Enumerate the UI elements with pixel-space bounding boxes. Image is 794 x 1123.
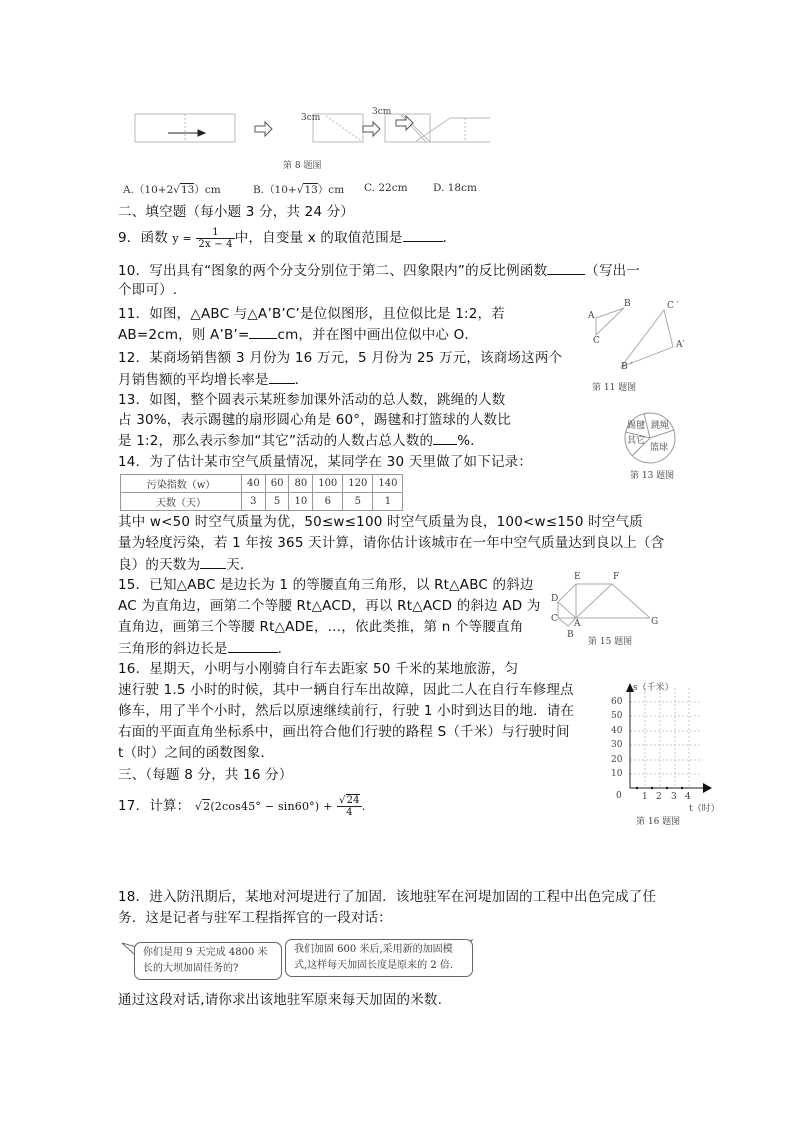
answer-blank [433,431,457,445]
pollution-table [120,474,403,511]
label-3cm: 3cm [372,107,392,117]
option-c: C. 22cm [364,182,408,194]
question-18-line1: 18．进入防汛期后，某地对河堤进行了加固．该地驻军在河堤加固的工程中出色完成了任 [118,889,657,905]
question-14-line2: 量为轻度污染，若 1 年按 365 天计算，请你估计该城市在一年中空气质量达到良以上（含 [118,535,665,551]
speech-bubble-reporter: 你们是用 9 天完成 4800 米 长的大坝加固任务的? [134,942,282,980]
question-16-line3: 修车，用了半个小时，然后以原速继续前行，行驶 1 小时到达目的地．请在 [118,703,575,719]
question-13-line3: 是 1:2，那么表示参加“其它”活动的人数占总人数的 %． [118,433,484,449]
figure-8-diagram [130,104,490,154]
answer-blank [403,228,443,242]
question-17: 17．计算： √2(2cos45° − sin60°) + $\frac{√24}{4}$ . [118,794,366,818]
section-2-heading: 二、填空题（每小题 3 分，共 24 分） [118,204,355,220]
question-16-line4: 右面的平面直角坐标系中，画出符合他们行驶的路程 S（千米）与行驶时间 [118,724,570,740]
figure-11-caption: 第 11 题图 [592,383,637,393]
question-12-line1: 12．某商场销售额 3 月份为 16 万元，5 月份为 25 万元，该商场这两个 [118,350,563,366]
arrow-icon [168,130,205,136]
fraction: $\frac{1}{2x - 4}$ [198,226,233,250]
question-14-intro: 14．为了估计某市空气质量情况，某同学在 30 天里做了如下记录： [118,454,533,470]
table-row: 天数（天） 3 5 10 6 5 1 [121,493,403,511]
option-d: D. 18cm [433,182,477,194]
question-14-line3: 良）的天数为 天． [118,557,254,573]
question-13-line2: 占 30%，表示踢毽的扇形圆心角是 60°，踢毽和打篮球的人数比 [118,412,511,428]
speech-bubble-commander: 我们加固 600 米后,采用新的加固模 式,这样每天加固长度是原来的 2 倍. [285,939,473,977]
question-16-line5: t（时）之间的函数图象． [118,745,275,761]
question-15-line4: 三角形的斜边长是 ． [118,641,292,657]
x-axis-arrow-icon [703,783,712,793]
table-row: 污染指数（w） 40 60 80 100 120 140 [121,475,403,493]
answer-blank [269,370,295,384]
y-axis-label: s（千米） [633,683,674,693]
question-15-line2: AC 为直角边，画第二个等腰 Rt△ACD，再以 Rt△ACD 的斜边 AD 为 [118,598,541,614]
option-b: B.（10+√13）cm [253,184,345,196]
question-16-line2: 速行驶 1.5 小时的时候，其中一辆自行车出故障，因此二人在自行车修理点 [118,682,574,698]
answer-blank [547,261,585,275]
hollow-arrow-icon [255,116,413,136]
label-3cm: 3cm [301,113,321,123]
question-18-line2: 务．这是记者与驻军工程指挥官的一段对话： [118,910,392,926]
fraction: $\frac{√24}{4}$ [339,794,360,818]
question-11-line2: AB=2cm，则 A’B’= cm，并在图中画出位似中心 O． [118,327,479,343]
answer-blank [228,639,278,653]
figure-15-caption: 第 15 题图 [588,637,633,647]
question-15-line1: 15．已知△ABC 是边长为 1 的等腰直角三角形，以 Rt△ABC 的斜边 [118,577,534,593]
figure-8-caption: 第 8 题图 [283,161,322,171]
figure-16-caption: 第 16 题图 [636,817,681,827]
x-axis-label: t（时） [689,804,720,814]
section-3-heading: 三、（每题 8 分，共 16 分） [118,767,293,783]
question-14-line1: 其中 w<50 时空气质量为优，50≤w≤100 时空气质量为良，100<w≤150 时空气质 [118,514,643,530]
question-11-line1: 11．如图，△ABC 与△A’B’C’是位似图形，且位似比是 1:2，若 [118,306,505,322]
answer-blank [249,325,277,339]
option-a: A.（10+2√13）cm [123,184,221,196]
question-18-ask: 通过这段对话,请你求出该地驻军原来每天加固的米数. [118,992,443,1008]
question-10-line2: 个即可）. [118,282,178,298]
question-15-line3: 直角边，画第三个等腰 Rt△ADE，…，依此类推，第 n 个等腰直角 [118,619,524,635]
question-9: 9．函数 y = $\frac{1}{2x - 4}$ 中，自变量 x 的取值范围是 ． [118,226,457,250]
question-13-line1: 13．如图，整个圆表示某班参加课外活动的总人数，跳绳的人数 [118,392,506,408]
question-16-line1: 16．星期天，小明与小刚骑自行车去距家 50 千米的某地旅游，匀 [118,661,519,677]
answer-blank [200,555,226,569]
question-10-line1: 10．写出具有“图象的两个分支分别位于第二、四象限内”的反比例函数 （写出一 [118,263,641,279]
figure-13-caption: 第 13 题图 [630,471,675,481]
question-12-line2: 月销售额的平均增长率是 ． [118,372,309,388]
